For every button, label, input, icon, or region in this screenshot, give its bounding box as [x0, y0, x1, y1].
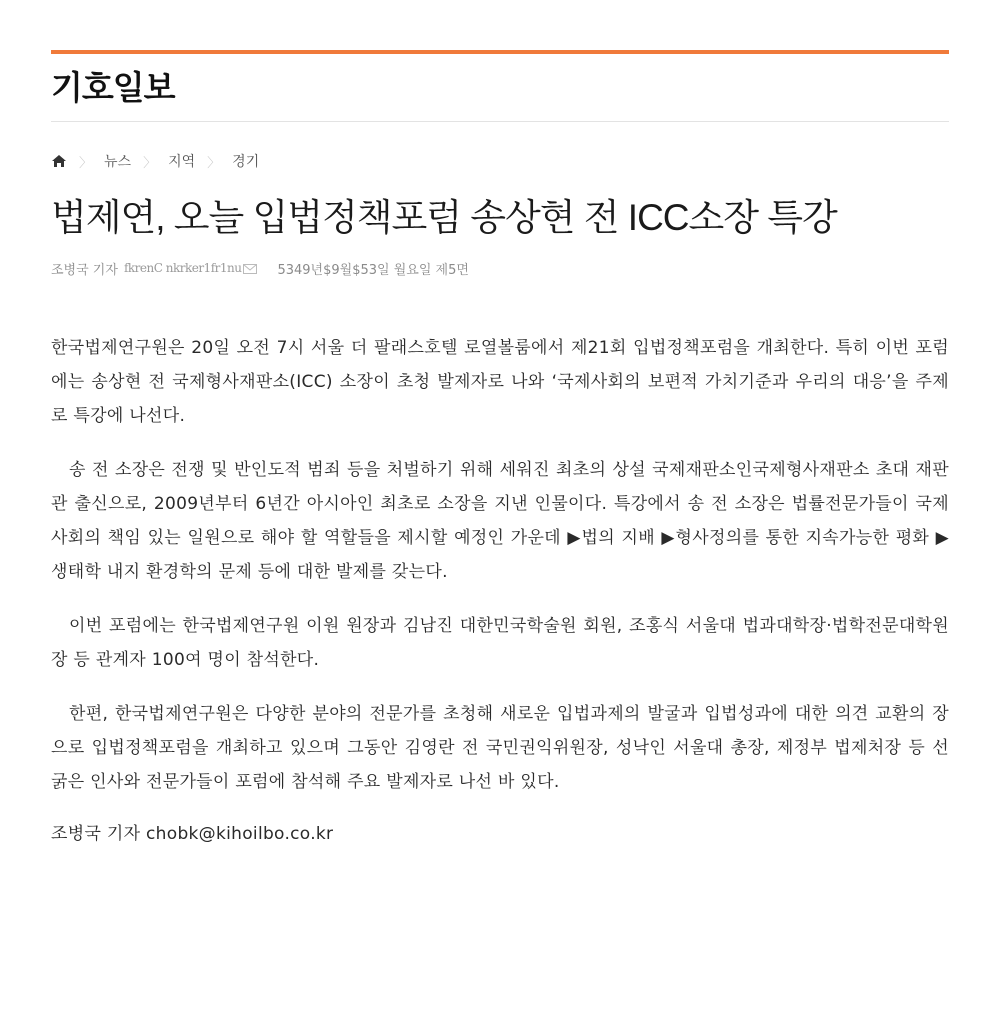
article-meta — [51, 258, 949, 278]
article-paragraph: 이번 포럼에는 한국법제연구원 이원 원장과 김남진 대한민국학술원 회원, 조홍식 서울대 법과대학장·법학전문대학원장 등 관계자 100여 명이 참석한다. — [51, 616, 949, 670]
breadcrumb-item-news[interactable]: 뉴스 — [104, 154, 132, 170]
article-paragraph: 한편, 한국법제연구원은 다양한 분야의 전문가를 초청해 새로운 입법과제의 발굴과 입법성과에 대한 의견 교환의 장으로 입법정책포럼을 개최하고 있으며 그동안 김영란 전 국민권익위원장, 성낙인 서울대 총장, 제정부 법제처장 등 선 굵은 인사와 전문가들이 포럼에 참석해 주요 발제자로 나선 바 있다. — [51, 704, 949, 792]
breadcrumb-item-region[interactable]: 지역 — [168, 154, 196, 170]
article-paragraph: 송 전 소장은 전쟁 및 반인도적 범죄 등을 처벌하기 위해 세워진 최초의 상설 국제재판소인국제형사재판소 초대 재판관 출신으로, 2009년부터 6년간 아시아인 최초로 소장을 지낸 인물이다. 특강에서 송 전 소장은 법률전문가들이 국제사회의 책임 있는 일원으로 해야 할 역할들을 제시할 예정인 가운데 ▶법의 지배 ▶형사정의를 통한 지속가능한 평화 ▶생태학 내지 환경학의 문제 등에 대한 발제를 갖는다. — [51, 460, 949, 582]
breadcrumb-item-gyeonggi[interactable]: 경기 — [232, 154, 260, 170]
site-logo[interactable]: 기호일보 — [51, 68, 175, 107]
article-signature: 조병국 기자 chobk@kihoilbo.co.kr — [51, 824, 334, 844]
page — [51, 50, 949, 844]
chevron-right-icon: 〉 — [79, 155, 93, 171]
chevron-right-icon: 〉 — [143, 155, 157, 171]
reporter-email[interactable]: fkrenC nkrker1fr1nu — [123, 261, 242, 275]
mail-icon[interactable] — [243, 263, 257, 273]
article-title: 법제연, 오늘 입법정책포럼 송상현 전 ICC소장 특강 — [51, 197, 837, 238]
breadcrumb — [51, 150, 949, 172]
chevron-right-icon: 〉 — [207, 155, 221, 171]
top-accent-bar — [51, 50, 949, 54]
home-icon[interactable] — [51, 154, 67, 168]
article-paragraph: 한국법제연구원은 20일 오전 7시 서울 더 팔래스호텔 로열볼룸에서 제21회 입법정책포럼을 개최한다. 특히 이번 포럼에는 송상현 전 국제형사재판소(ICC) 소장이 초청 발제자로 나와 ‘국제사회의 보편적 가치기준과 우리의 대응’을 주제로 특강에 나선다. — [51, 338, 949, 426]
byline: 조병국 기자 — [51, 262, 118, 278]
header-divider — [51, 121, 949, 122]
publish-date: 5349년$9월$53일 월요일 제5면 — [277, 262, 469, 278]
article-body — [51, 331, 949, 799]
